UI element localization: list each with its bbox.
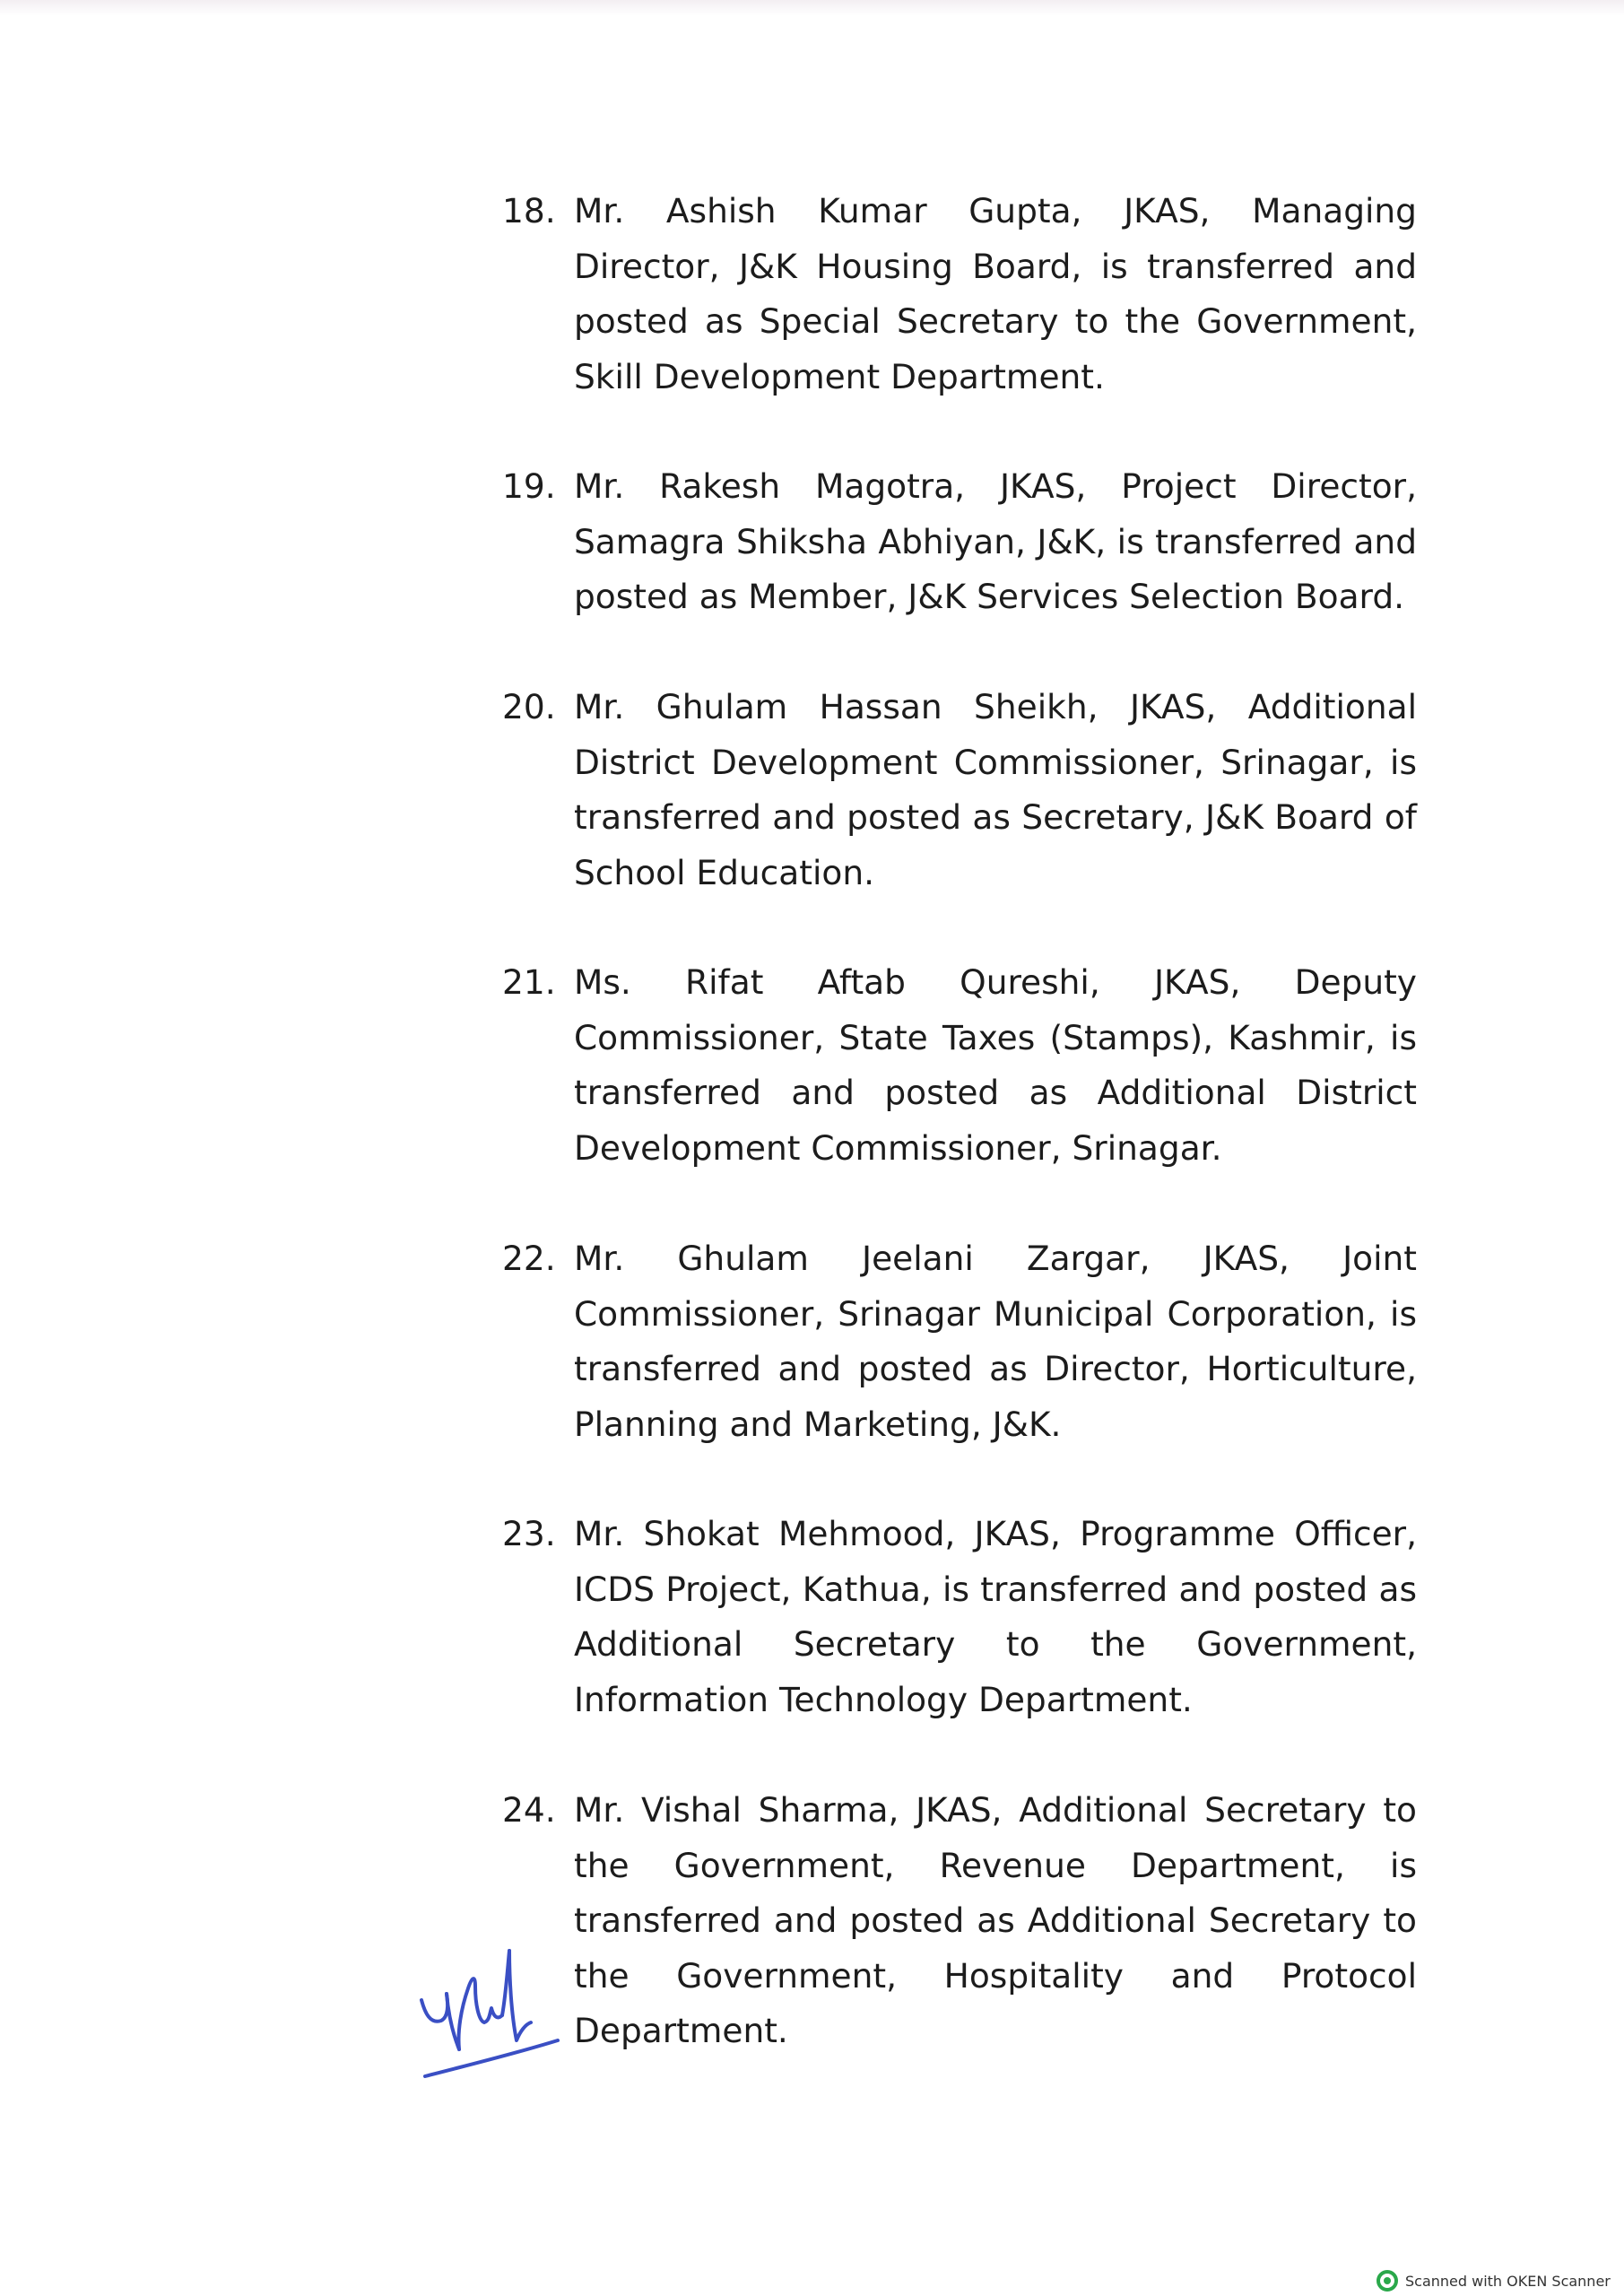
scanner-watermark-text: Scanned with OKEN Scanner <box>1405 2272 1611 2290</box>
item-number: 23. <box>502 1514 556 1553</box>
item-number: 20. <box>502 687 556 726</box>
item-number: 22. <box>502 1239 556 1278</box>
item-number: 24. <box>502 1790 556 1830</box>
item-text: Mr. Ghulam Hassan Sheikh, JKAS, Additional District Development Commissioner, Srinagar, is transferred and posted as Secretary, J&K Board of School Education. <box>574 687 1417 892</box>
item-text: Mr. Vishal Sharma, JKAS, Additional Secretary to the Government, Revenue Department, is transferred and posted as Additional Secretary to the Government, Hospitality and Protocol Department. <box>574 1790 1417 2050</box>
handwritten-signature <box>413 1915 574 2085</box>
transfer-order-list <box>502 184 1417 2067</box>
scan-top-edge <box>0 0 1624 16</box>
item-text: Ms. Rifat Aftab Qureshi, JKAS, Deputy Commissioner, State Taxes (Stamps), Kashmir, is transferred and posted as Additional District Development Commissioner, Srinagar. <box>574 962 1417 1168</box>
item-text: Mr. Rakesh Magotra, JKAS, Project Director, Samagra Shiksha Abhiyan, J&K, is transferred and posted as Member, J&K Services Selection Board. <box>574 466 1417 616</box>
item-number: 19. <box>502 466 556 506</box>
oken-scanner-logo-icon <box>1376 2270 1398 2292</box>
signature-strokes <box>421 1951 558 2076</box>
item-number: 18. <box>502 191 556 230</box>
item-text: Mr. Ashish Kumar Gupta, JKAS, Managing Director, J&K Housing Board, is transferred and posted as Special Secretary to the Government, Skill Development Department. <box>574 191 1417 396</box>
item-number: 21. <box>502 962 556 1002</box>
scanner-watermark <box>1376 2269 1619 2292</box>
item-text: Mr. Ghulam Jeelani Zargar, JKAS, Joint Commissioner, Srinagar Municipal Corporation, is transferred and posted as Director, Horticulture, Planning and Marketing, J&K. <box>574 1239 1417 1444</box>
item-text: Mr. Shokat Mehmood, JKAS, Programme Officer, ICDS Project, Kathua, is transferred and posted as Additional Secretary to the Government, Information Technology Department. <box>574 1514 1417 1719</box>
